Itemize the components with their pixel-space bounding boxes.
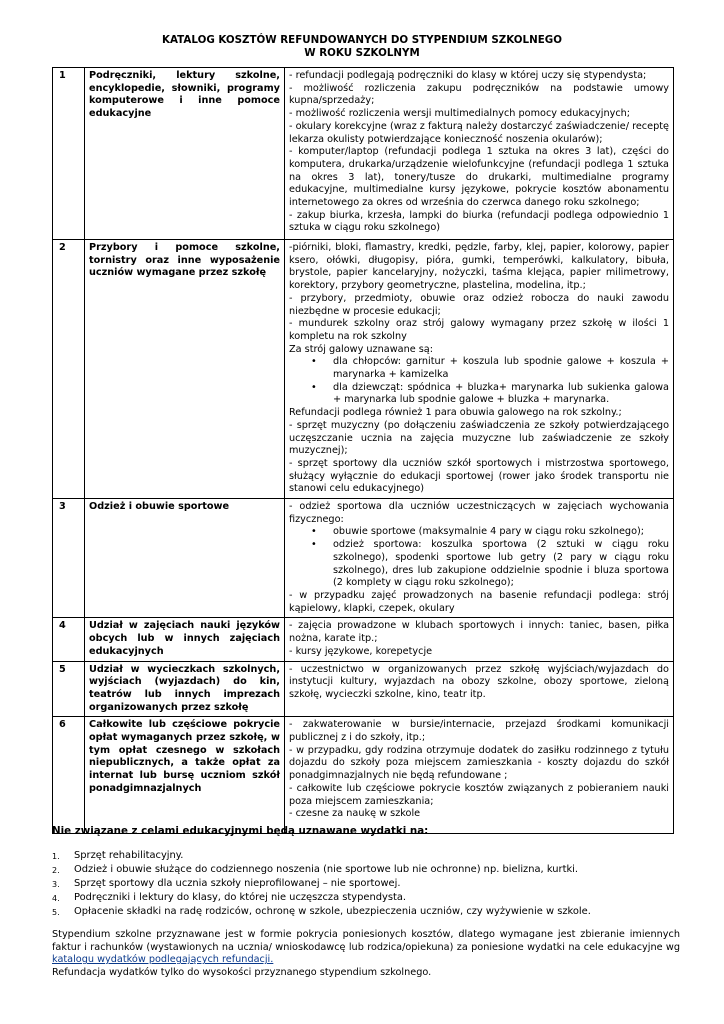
description-line: - okulary korekcyjne (wraz z fakturą należy dostarczyć zaświadczenie/ receptę lekarza okulisty potwierdzające konieczność noszenia okularów);: [289, 120, 669, 145]
list-text: Opłacenie składki na radę rodziców, ochronę w szkole, ubezpieczenia uczniów, czy wyżywienie w szkole.: [74, 906, 591, 917]
row-description: [285, 499, 674, 618]
description-line: Za strój galowy uznawane są:: [289, 343, 433, 355]
list-item: • dla dziewcząt: spódnica + bluzka+ marynarka lub sukienka galowa + marynarka lub spodnie galowe + bluzka + marynarka.: [333, 382, 669, 407]
description-line: Refundacji podlega również 1 para obuwia galowego na rok szkolny.;: [289, 407, 622, 419]
description-line: - przybory, przedmioty, obuwie oraz odzież robocza do nauki zawodu niezbędne w procesie edukacji;: [289, 292, 669, 317]
row-number: 2: [53, 240, 85, 499]
exclusions-heading: Nie związane z celami edukacyjnymi będą uznawane wydatki na:: [52, 825, 429, 837]
description-line: - uczestnictwo w organizowanych przez szkołę wyjściach/wyjazdach do instytucji kultury, wyjazdach na obozy szkolne, obozy sportowe, zieloną szkołę, wycieczki szkolne, kino, teatr itp.: [289, 663, 669, 700]
list-item: [52, 863, 692, 876]
list-number: 1.: [52, 852, 60, 861]
list-number: 4.: [52, 894, 60, 903]
description-line: - czesne za naukę w szkole: [289, 808, 421, 820]
refund-catalog-table: [52, 67, 674, 834]
row-number: 5: [53, 661, 85, 717]
description-line: - całkowite lub częściowe pokrycie kosztów związanych z pobieraniem nauki poza miejscem zamieszkania;: [289, 782, 669, 807]
description-line: - w przypadku, gdy rodzina otrzymuje dodatek do zasiłku rodzinnego z tytułu dojazdu do szkoły poza miejscem zamieszkania - koszty dojazdu do szkół ponadgimnazjalnych nie będą refundowane ;: [289, 744, 669, 782]
row-description: [285, 618, 674, 661]
catalog-link[interactable]: katalogu wydatków podlegających refundacji.: [52, 954, 274, 966]
row-description: [285, 717, 674, 834]
description-line: - możliwość rozliczenia zakupu podręczników na podstawie umowy kupna/sprzedaży;: [289, 82, 669, 107]
description-line: - sprzęt sportowy dla uczniów szkół sportowych i mistrzostwa sportowego, służący wyłącznie do edukacji sportowej (rower jako środek transportu nie stanowi celu edukacyjnego): [289, 457, 669, 495]
description-line: - zakup biurka, krzesła, lampki do biurka (refundacji podlega odpowiednio 1 sztuka w ciągu roku szkolnego): [289, 209, 669, 234]
list-number: 2.: [52, 866, 60, 875]
list-text: Sprzęt sportowy dla ucznia szkoły nieprofilowanej – nie sportowej.: [74, 878, 401, 889]
row-description: [285, 661, 674, 717]
table-row: [53, 68, 674, 240]
row-number: 1: [53, 68, 85, 240]
row-category: Całkowite lub częściowe pokrycie opłat wymaganych przez szkołę, w tym opłat czesnego w szkołach niepublicznych, a także opłat za internat lub bursę uczniom szkół ponadgimnazjalnych: [85, 717, 285, 834]
description-line: - zakwaterowanie w bursie/internacie, przejazd środkami komunikacji publicznej z i do szkoły, itp.;: [289, 719, 669, 744]
list-item: [52, 849, 692, 862]
row-category: Przybory i pomoce szkolne, tornistry oraz inne wyposażenie uczniów wymagane przez szkołę: [85, 240, 285, 499]
row-category: Udział w wycieczkach szkolnych, wyjściach (wyjazdach) do kin, teatrów lub innych imprezach organizowanych przez szkołę: [85, 661, 285, 717]
row-description: [285, 240, 674, 499]
list-number: 3.: [52, 880, 60, 889]
list-item: [52, 905, 692, 918]
table-row: [53, 499, 674, 618]
list-text: Sprzęt rehabilitacyjny.: [74, 850, 184, 861]
list-item: [52, 877, 692, 890]
list-item: • obuwie sportowe (maksymalnie 4 pary w ciągu roku szkolnego);: [333, 526, 669, 539]
description-line: - sprzęt muzyczny (po dołączeniu zaświadczenia ze szkoły potwierdzającego uczęszczanie ucznia na zajęcia muzyczne lub zaświadczenie ze szkoły muzycznej);: [289, 419, 669, 457]
row-category: Udział w zajęciach nauki języków obcych lub w innych zajęciach edukacyjnych: [85, 618, 285, 661]
footer-closing: Refundacja wydatków tylko do wysokości przyznanego stypendium szkolnego.: [52, 966, 432, 978]
description-line: - komputer/laptop (refundacji podlega 1 sztuka na okres 3 lat), części do komputera, drukarka/urządzenie wielofunkcyjne (refundacji podlega 1 sztuka na okres 3 lat), tonery/tusze do drukarki, multimedialne programy edukacyjne, multimedialne kursy językowe, pokrycie kosztów abonamentu internetowego za okres od września do czerwca danego roku szkolnego;: [289, 146, 669, 209]
footer-text: Stypendium szkolne przyznawane jest w formie pokrycia poniesionych kosztów, dlatego wymagane jest zbieranie imiennych faktur i rachunków (wystawionych na ucznia/ wnioskodawcę lub rodzica/opiekuna) za poniesione wydatki na cele edukacyjne wg: [52, 929, 680, 953]
description-line: - mundurek szkolny oraz strój galowy wymagany przez szkołę w ilości 1 kompletu na rok szkolny: [289, 318, 669, 342]
exclusions-list: [52, 849, 692, 919]
table-row: [53, 240, 674, 499]
title-line-1: KATALOG KOSZTÓW REFUNDOWANYCH DO STYPENDIUM SZKOLNEGO: [162, 34, 562, 46]
list-text: Odzież i obuwie służące do codziennego noszenia (nie sportowe lub nie ochronne) np. bielizna, kurtki.: [74, 864, 579, 875]
description-line: - kursy językowe, korepetycje: [289, 645, 433, 657]
table-row: [53, 717, 674, 834]
row-category: Odzież i obuwie sportowe: [85, 499, 285, 618]
description-line: - możliwość rozliczenia wersji multimedialnych pomocy edukacyjnych;: [289, 108, 631, 120]
bullet-list: [289, 526, 669, 590]
bullet-list: [289, 356, 669, 407]
row-number: 6: [53, 717, 85, 834]
row-number: 4: [53, 618, 85, 661]
description-line: - w przypadku zajęć prowadzonych na basenie refundacji podlega: strój kąpielowy, klapki, czepek, okulary: [289, 589, 669, 614]
row-number: 3: [53, 499, 85, 618]
row-category: Podręczniki, lektury szkolne, encyklopedie, słowniki, programy komputerowe i inne pomoce edukacyjne: [85, 68, 285, 240]
description-line: -piórniki, bloki, flamastry, kredki, pędzle, farby, klej, papier, kolorowy, papier ksero, ołówki, długopisy, pióra, gumki, temperówki, kalkulatory, bibuła, brystole, papier kancelaryjny, nożyczki, taśma klejąca, papier milimetrowy, korektory, przybory geometryczne, plastelina, modelina, itp.;: [289, 242, 669, 292]
list-number: 5.: [52, 908, 60, 917]
footer-paragraph: [52, 929, 680, 979]
list-item: [52, 891, 692, 904]
description-line: - refundacji podlegają podręczniki do klasy w której uczy się stypendysta;: [289, 70, 647, 81]
description-line: - odzież sportowa dla uczniów uczestniczących w zajęciach wychowania fizycznego:: [289, 501, 669, 525]
row-description: [285, 68, 674, 240]
table-row: [53, 618, 674, 661]
list-item: • odzież sportowa: koszulka sportowa (2 sztuki w ciągu roku szkolnego), spodenki sportowe lub getry (2 pary w ciągu roku szkolnego), dres lub zakupione oddzielnie spodnie i bluza sportowa (2 komplety w ciągu roku szkolnego);: [333, 539, 669, 590]
list-item: • dla chłopców: garnitur + koszula lub spodnie galowe + koszula + marynarka + kamizelka: [333, 356, 669, 381]
description-line: - zajęcia prowadzone w klubach sportowych i innych: taniec, basen, piłka nożna, karate itp.;: [289, 620, 669, 645]
table-row: [53, 661, 674, 717]
list-text: Podręczniki i lektury do klasy, do której nie uczęszcza stypendysta.: [74, 892, 407, 903]
title-line-2: W ROKU SZKOLNYM: [304, 47, 420, 59]
document-title: [0, 34, 724, 60]
